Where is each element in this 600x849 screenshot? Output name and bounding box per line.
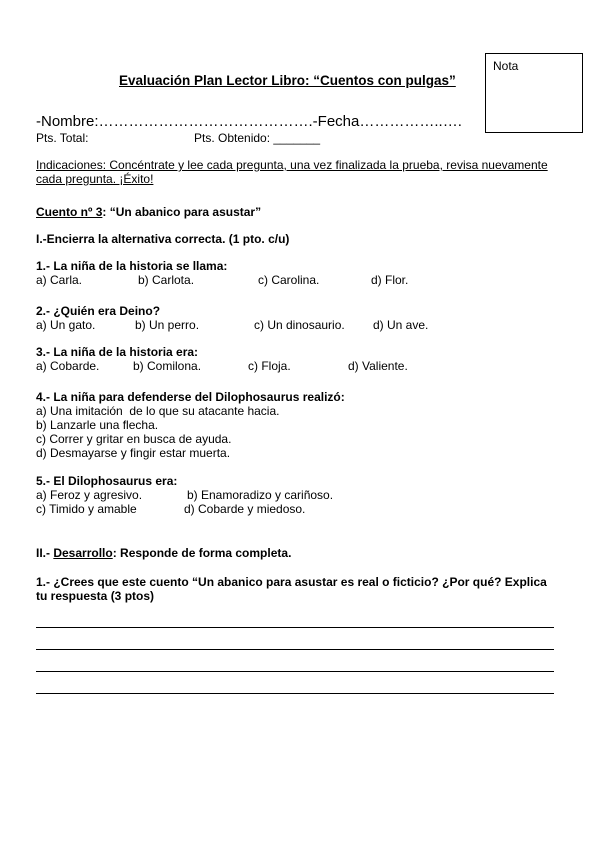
q5-option-a: a) Feroz y agresivo. — [36, 488, 143, 502]
q4-option-b: b) Lanzarle una flecha. — [36, 418, 159, 432]
q1-option-a: a) Carla. — [36, 273, 83, 287]
pts-total: Pts. Total: — [36, 131, 89, 145]
cuento-title: : “Un abanico para asustar” — [102, 205, 262, 219]
q2-option-a: a) Un gato. — [36, 318, 96, 332]
nota-box — [485, 53, 583, 133]
q4-question: 4.- La niña para defenderse del Dilophosaurus realizó: — [36, 390, 345, 404]
q3-option-d: d) Valiente. — [348, 359, 408, 373]
indicaciones-line-2: cada pregunta. ¡Éxito! — [36, 172, 154, 186]
q1-question: 1.- La niña de la historia se llama: — [36, 259, 228, 273]
q5-option-c: c) Timido y amable — [36, 502, 137, 516]
dev-q1-line-2: tu respuesta (3 ptos) — [36, 589, 155, 603]
answer-line-3[interactable] — [36, 671, 554, 672]
q2-option-b: b) Un perro. — [135, 318, 200, 332]
dev-q1-line-1: 1.- ¿Crees que este cuento “Un abanico para asustar es real o ficticio? ¿Por qué? Explica — [36, 575, 547, 589]
q1-option-b: b) Carlota. — [138, 273, 195, 287]
q4-option-a: a) Una imitación de lo que su atacante hacia. — [36, 404, 280, 418]
q4-option-d: d) Desmayarse y fingir estar muerta. — [36, 446, 231, 460]
q2-option-c: c) Un dinosaurio. — [254, 318, 345, 332]
q1-option-d: d) Flor. — [371, 273, 409, 287]
q3-option-c: c) Floja. — [248, 359, 291, 373]
q4-option-c: c) Correr y gritar en busca de ayuda. — [36, 432, 232, 446]
q3-question: 3.- La niña de la historia era: — [36, 345, 199, 359]
cuento-label: Cuento nº 3 — [36, 205, 103, 219]
q5-option-d: d) Cobarde y miedoso. — [184, 502, 306, 516]
q3-option-b: b) Comilona. — [133, 359, 202, 373]
indicaciones-line-1: Indicaciones: Concéntrate y lee cada pregunta, una vez finalizada la prueba, revisa nuevamente — [36, 158, 548, 172]
section-1-heading: I.-Encierra la alternativa correcta. (1 pto. c/u) — [36, 232, 290, 246]
q2-question: 2.- ¿Quién era Deino? — [36, 304, 161, 318]
nota-label: Nota — [493, 59, 519, 73]
cuento-heading — [36, 205, 261, 219]
section-2-heading — [36, 546, 291, 560]
q2-option-d: d) Un ave. — [373, 318, 429, 332]
nombre-fecha-line: -Nombre:…………………………………….-Fecha……………..…. — [36, 113, 462, 130]
section-2-desarrollo: Desarrollo — [53, 546, 113, 560]
answer-line-4[interactable] — [36, 693, 554, 694]
section-2-prefix: II.- — [36, 546, 54, 560]
answer-line-2[interactable] — [36, 649, 554, 650]
section-2-rest: : Responde de forma completa. — [112, 546, 292, 560]
q1-option-c: c) Carolina. — [258, 273, 320, 287]
answer-line-1[interactable] — [36, 627, 554, 628]
q5-question: 5.- El Dilophosaurus era: — [36, 474, 178, 488]
q3-option-a: a) Cobarde. — [36, 359, 100, 373]
q5-option-b: b) Enamoradizo y cariñoso. — [187, 488, 334, 502]
pts-obtenido: Pts. Obtenido: _______ — [194, 131, 321, 145]
page-title: Evaluación Plan Lector Libro: “Cuentos con pulgas” — [119, 73, 456, 88]
